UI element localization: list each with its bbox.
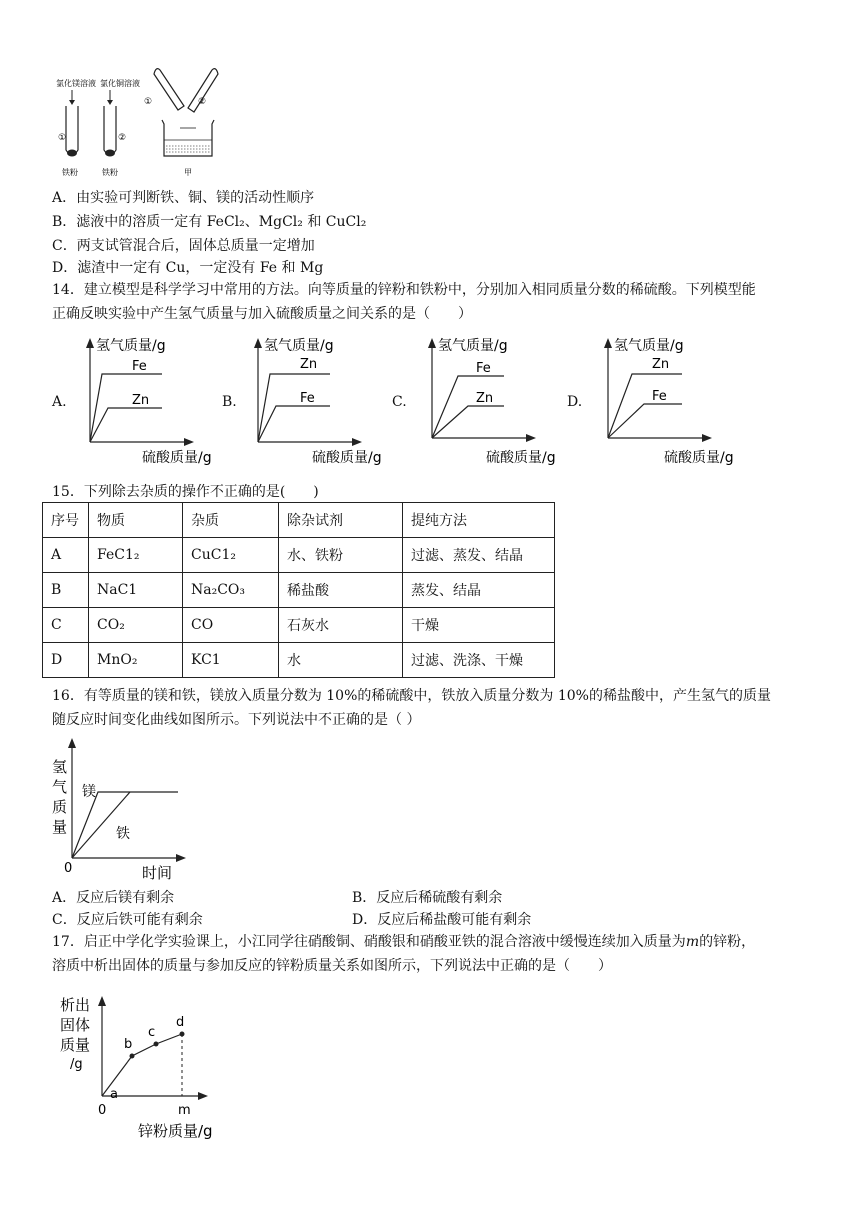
q13-tube2-top-label: 氯化铜溶液 <box>100 79 140 88</box>
q16-mg-line <box>72 792 178 858</box>
header-cell: 杂质 <box>183 503 279 538</box>
q17-y-label-1: 析出 <box>60 996 91 1014</box>
q16-option-d: D．反应后稀盐酸可能有剩余 <box>352 912 532 928</box>
table-row <box>43 643 555 678</box>
q14-c-x-label: 硫酸质量/g <box>486 450 556 466</box>
table-cell: 稀盐酸 <box>279 573 403 608</box>
table-header-row <box>43 503 555 538</box>
table-cell: 过滤、洗涤、干燥 <box>403 643 555 678</box>
q16-y-label-1: 氢 <box>52 758 68 776</box>
q14-b-lower-label: Fe <box>300 391 315 406</box>
table-cell: 水、铁粉 <box>279 538 403 573</box>
table-cell: 蒸发、结晶 <box>403 573 555 608</box>
q14-graph-a <box>80 330 230 470</box>
q13-beaker <box>162 120 214 156</box>
q16-x-label: 时间 <box>142 864 173 882</box>
table-row <box>43 608 555 643</box>
q17-point-d <box>180 1032 185 1037</box>
q13-tube1-bottom-label: 铁粉 <box>62 168 78 177</box>
table-cell: CuC1₂ <box>183 538 279 573</box>
q14-option-d-letter: D. <box>567 394 583 410</box>
table-cell: 水 <box>279 643 403 678</box>
header-cell: 除杂试剂 <box>279 503 403 538</box>
q13-tube1-num: ① <box>58 133 67 143</box>
table-row <box>43 538 555 573</box>
q16-stem-line1: 16．有等质量的镁和铁，镁放入质量分数为 10%的稀硫酸中，铁放入质量分数为 10%的稀盐酸中，产生氢气的质量 <box>52 688 771 704</box>
table-cell: NaC1 <box>89 573 183 608</box>
q13-option-a: A．由实验可判断铁、铜、镁的活动性顺序 <box>52 190 315 206</box>
q14-d-upper-label: Zn <box>652 357 670 372</box>
table-cell: A <box>43 538 89 573</box>
q14-d-y-label: 氢气质量/g <box>614 338 684 354</box>
q13-tube1-top-label: 氯化镁溶液 <box>56 79 96 88</box>
table-cell: MnO₂ <box>89 643 183 678</box>
header-cell: 提纯方法 <box>403 503 555 538</box>
table-cell: FeC1₂ <box>89 538 183 573</box>
q17-y-label-4: /g <box>70 1057 83 1072</box>
q13-pouring-tubes <box>154 69 218 112</box>
q17-point-c-label: c <box>148 1025 156 1040</box>
q13-option-d: D．滤渣中一定有 Cu，一定没有 Fe 和 Mg <box>52 260 324 276</box>
q13-beaker-left-num: ① <box>144 97 153 107</box>
q14-a-lower-label: Zn <box>132 393 150 408</box>
q17-stem-line1 <box>52 932 755 952</box>
table-cell: D <box>43 643 89 678</box>
table-cell: 石灰水 <box>279 608 403 643</box>
q14-b-y-label: 氢气质量/g <box>264 338 334 354</box>
q13-option-c: C．两支试管混合后，固体总质量一定增加 <box>52 238 315 254</box>
table-cell: CO₂ <box>89 608 183 643</box>
q14-stem-line2: 正确反映实验中产生氢气质量与加入硫酸质量之间关系的是（ ） <box>52 306 472 322</box>
q13-test-tube-2 <box>104 106 116 157</box>
q14-option-c-letter: C. <box>392 394 407 410</box>
q15-stem: 15．下列除去杂质的操作不正确的是( ) <box>52 484 319 500</box>
q16-mg-label: 镁 <box>82 784 96 800</box>
table-cell: 干燥 <box>403 608 555 643</box>
q13-option-b: B．滤液中的溶质一定有 FeCl₂、MgCl₂ 和 CuCl₂ <box>52 214 367 230</box>
table-cell: KC1 <box>183 643 279 678</box>
header-cell: 物质 <box>89 503 183 538</box>
q14-b-upper-line <box>258 374 330 442</box>
q14-b-upper-label: Zn <box>300 357 318 372</box>
q14-c-upper-label: Fe <box>476 361 491 376</box>
q13-beaker-label: 甲 <box>184 168 192 177</box>
q14-a-lower-line <box>90 408 162 442</box>
q15-table <box>42 502 555 678</box>
q14-b-lower-line <box>258 406 330 442</box>
q16-option-a: A．反应后镁有剩余 <box>52 890 175 906</box>
q14-option-b-letter: B. <box>222 394 237 410</box>
q17-stem-text-end: 的锌粉， <box>699 934 756 950</box>
q17-graph <box>52 990 232 1146</box>
q16-graph <box>48 734 198 884</box>
table-cell: B <box>43 573 89 608</box>
table-cell: C <box>43 608 89 643</box>
table-cell: 过滤、蒸发、结晶 <box>403 538 555 573</box>
q17-point-c <box>154 1042 159 1047</box>
q17-y-label-3: 质量 <box>60 1036 91 1054</box>
q13-test-tube-1 <box>66 106 78 157</box>
q14-c-y-label: 氢气质量/g <box>438 338 508 354</box>
q16-origin: 0 <box>64 861 73 876</box>
q14-graph-b <box>248 330 398 470</box>
q14-stem-line1: 14．建立模型是科学学习中常用的方法。向等质量的锌粉和铁粉中，分别加入相同质量分数的稀硫酸。下列模型能 <box>52 282 756 298</box>
q17-point-b-label: b <box>124 1037 133 1052</box>
q14-option-a-letter: A. <box>52 394 67 410</box>
q14-b-x-label: 硫酸质量/g <box>312 450 382 466</box>
q17-y-label-2: 固体 <box>60 1016 91 1034</box>
q16-option-c: C．反应后铁可能有剩余 <box>52 912 203 928</box>
table-cell: CO <box>183 608 279 643</box>
q14-a-y-label: 氢气质量/g <box>96 338 166 354</box>
q17-stem-line2: 溶质中析出固体的质量与参加反应的锌粉质量关系如图所示，下列说法中正确的是（ ） <box>52 958 612 974</box>
q14-c-lower-label: Zn <box>476 391 494 406</box>
q16-y-label-2: 气 <box>52 778 68 796</box>
q16-fe-line <box>72 792 130 858</box>
q13-tube2-num: ② <box>118 133 127 143</box>
q17-x-label: 锌粉质量/g <box>138 1122 213 1140</box>
q14-a-x-label: 硫酸质量/g <box>142 450 212 466</box>
q16-y-label-3: 质 <box>52 798 68 816</box>
q16-fe-label: 铁 <box>116 826 130 842</box>
q17-origin: 0 <box>98 1103 107 1118</box>
q13-beaker-right-num: ② <box>198 97 207 107</box>
q17-point-b <box>130 1054 135 1059</box>
q13-figure <box>50 58 240 178</box>
q16-stem-line2: 随反应时间变化曲线如图所示。下列说法中不正确的是（ ） <box>52 712 421 728</box>
q17-stem-text: 17．启正中学化学实验课上，小江同学往硝酸铜、硝酸银和硝酸亚铁的混合溶液中缓慢连续加入质量为 <box>52 934 686 950</box>
q17-stem-var: m <box>685 934 700 950</box>
q13-tube2-bottom-label: 铁粉 <box>102 168 118 177</box>
header-cell: 序号 <box>43 503 89 538</box>
q14-a-upper-label: Fe <box>132 359 147 374</box>
q14-d-x-label: 硫酸质量/g <box>664 450 734 466</box>
q17-x-mark: m <box>178 1103 191 1118</box>
table-cell: Na₂CO₃ <box>183 573 279 608</box>
q16-y-label-4: 量 <box>52 818 68 836</box>
q17-point-d-label: d <box>176 1015 185 1030</box>
table-row <box>43 573 555 608</box>
q14-d-upper-line <box>608 374 682 438</box>
q14-d-lower-label: Fe <box>652 389 667 404</box>
q16-option-b: B．反应后稀硫酸有剩余 <box>352 890 503 906</box>
q17-point-a-label: a <box>110 1087 118 1102</box>
q14-graph-c <box>422 330 572 470</box>
q14-graph-d <box>598 330 748 470</box>
